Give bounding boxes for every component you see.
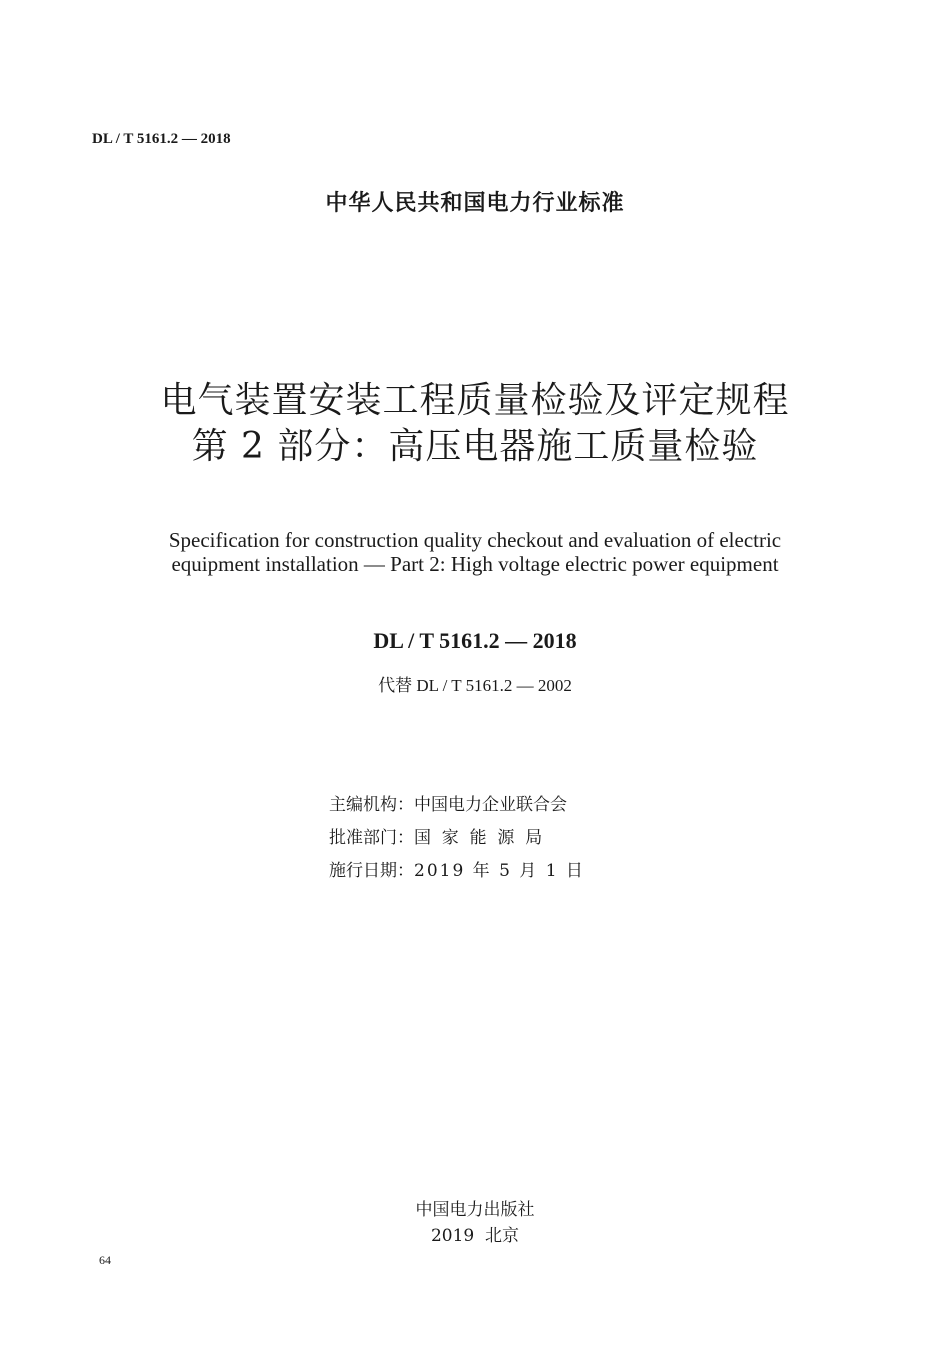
- approver-row: [329, 823, 542, 848]
- document-title-cn: [0, 378, 950, 470]
- document-title-en: [0, 528, 950, 576]
- editor-label: 主编机构：: [329, 795, 414, 815]
- approver-label: 批准部门：: [329, 828, 414, 848]
- title-en-line-1: Specification for construction quality checkout and evaluation of electric: [168, 528, 782, 552]
- industry-standard-heading: 中华人民共和国电力行业标准: [325, 191, 625, 216]
- replaces-code: 代替 DL / T 5161.2 — 2002: [378, 676, 572, 695]
- header-standard-code: DL / T 5161.2 — 2018: [92, 131, 231, 147]
- publisher-name: 中国电力出版社: [415, 1200, 535, 1220]
- approver-value: 国 家 能 源 局: [414, 828, 543, 848]
- title-cn-line-1: 电气装置安装工程质量检验及评定规程: [160, 380, 790, 421]
- editor-value: 中国电力企业联合会: [414, 795, 567, 815]
- effective-date-label: 施行日期：: [329, 861, 414, 881]
- effective-date-row: [329, 856, 585, 881]
- page-number: 64: [99, 1253, 111, 1267]
- standard-code-main: DL / T 5161.2 — 2018: [373, 628, 577, 653]
- publisher-year-place: 2019 北京: [430, 1226, 520, 1246]
- editor-row: [329, 790, 567, 815]
- title-en-line-2: equipment installation — Part 2: High voltage electric power equipment: [171, 552, 779, 576]
- title-cn-line-2: 第 2 部分：高压电器施工质量检验: [191, 426, 759, 467]
- effective-date-value: 2019 年 5 月 1 日: [414, 861, 585, 881]
